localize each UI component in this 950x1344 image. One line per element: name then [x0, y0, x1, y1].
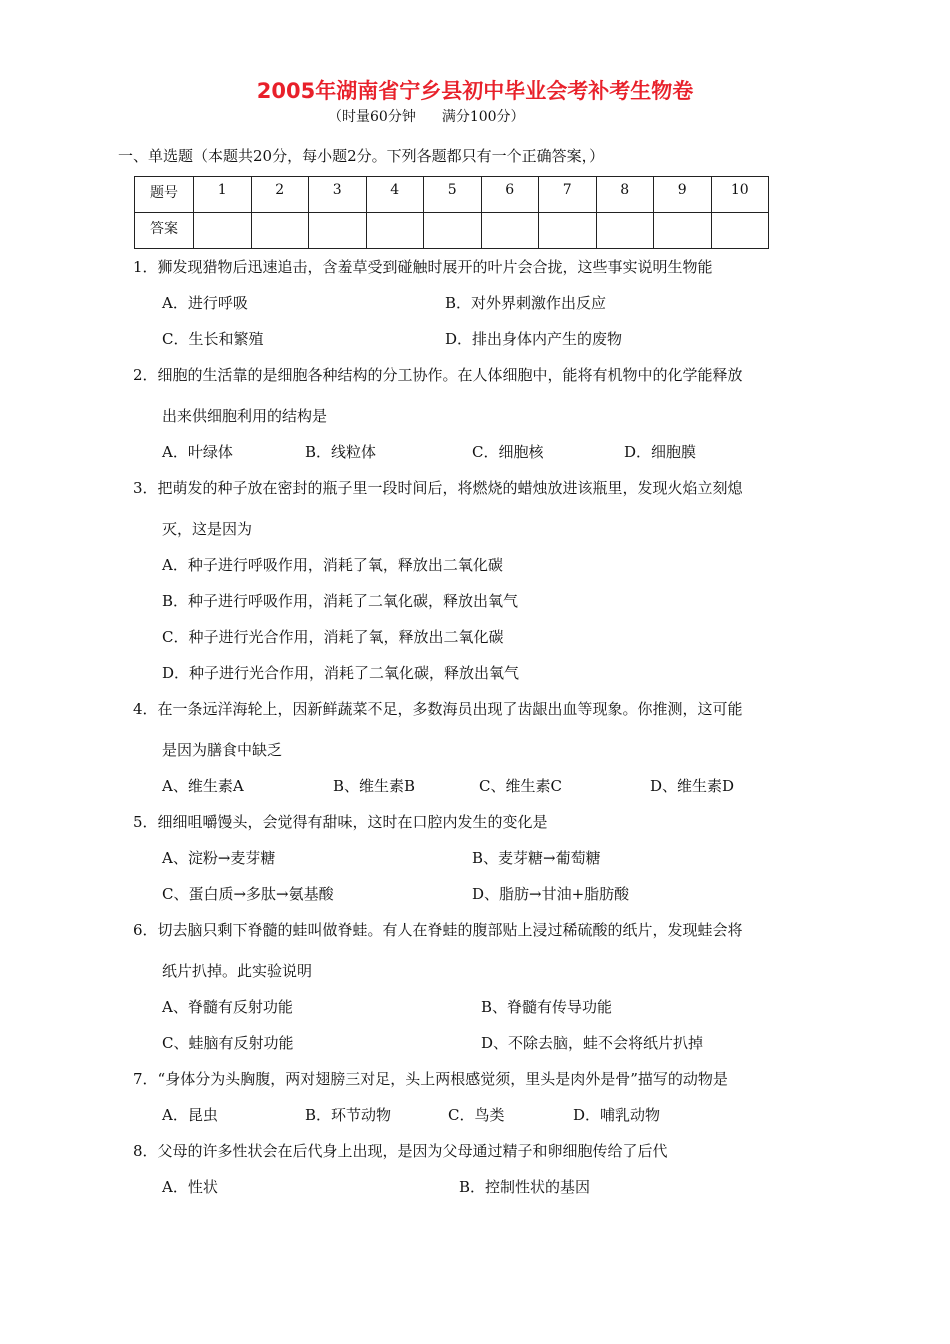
exam-score: 满分100分） — [441, 109, 525, 125]
answer-cell[interactable] — [194, 213, 252, 249]
table-row — [135, 213, 769, 249]
option: A．昆虫 — [162, 1106, 218, 1124]
answer-cell[interactable] — [366, 213, 424, 249]
answer-cell[interactable] — [539, 213, 597, 249]
answer-cell[interactable] — [251, 213, 309, 249]
answer-cell[interactable] — [481, 213, 539, 249]
option: A．种子进行呼吸作用，消耗了氧，释放出二氧化碳 — [162, 556, 503, 574]
option: C、蛙脑有反射功能 — [162, 1034, 294, 1052]
option: C．生长和繁殖 — [162, 330, 264, 348]
exam-info — [328, 107, 525, 127]
option: D．排出身体内产生的废物 — [445, 330, 623, 348]
option: B．对外界刺激作出反应 — [445, 294, 607, 312]
table-number-cell: 4 — [366, 177, 424, 213]
table-number-cell: 8 — [596, 177, 654, 213]
question-stem-cont: 出来供细胞利用的结构是 — [162, 407, 328, 425]
option: D、维生素D — [650, 777, 735, 795]
option: C．细胞核 — [472, 443, 544, 461]
answer-cell[interactable] — [424, 213, 482, 249]
question-stem-cont: 纸片扒掉。此实验说明 — [162, 962, 313, 980]
question-stem: 4．在一条远洋海轮上，因新鲜蔬菜不足，多数海员出现了齿龈出血等现象。你推测，这可能 — [133, 700, 743, 718]
option: B．线粒体 — [305, 443, 377, 461]
option: D、脂肪→甘油+脂肪酸 — [472, 885, 630, 903]
option: D．种子进行光合作用，消耗了二氧化碳，释放出氧气 — [162, 664, 520, 682]
answer-cell[interactable] — [309, 213, 367, 249]
table-number-cell: 10 — [711, 177, 769, 213]
table-row — [135, 177, 769, 213]
table-number-cell: 6 — [481, 177, 539, 213]
option: C．种子进行光合作用，消耗了氧，释放出二氧化碳 — [162, 628, 504, 646]
option: A、脊髓有反射功能 — [162, 998, 293, 1016]
option: B．种子进行呼吸作用，消耗了二氧化碳，释放出氧气 — [162, 592, 519, 610]
option: A．性状 — [162, 1178, 218, 1196]
option: A．进行呼吸 — [162, 294, 248, 312]
question-stem: 6．切去脑只剩下脊髓的蛙叫做脊蛙。有人在脊蛙的腹部贴上浸过稀硫酸的纸片，发现蛙会将 — [133, 921, 743, 939]
question-stem-cont: 是因为膳食中缺乏 — [162, 741, 283, 759]
table-number-cell: 3 — [309, 177, 367, 213]
option: B．控制性状的基因 — [459, 1178, 591, 1196]
option: B、维生素B — [333, 777, 416, 795]
table-number-cell: 2 — [251, 177, 309, 213]
table-header-cell: 题号 — [135, 177, 194, 213]
table-number-cell: 9 — [654, 177, 712, 213]
option: B、麦芽糖→葡萄糖 — [472, 849, 601, 867]
table-header-cell: 答案 — [135, 213, 194, 249]
question-stem: 7．“身体分为头胸腹，两对翅膀三对足，头上两根感觉须，里头是肉外是骨”描写的动物是 — [133, 1070, 728, 1088]
option: A．叶绿体 — [162, 443, 233, 461]
option: B、脊髓有传导功能 — [481, 998, 613, 1016]
table-number-cell: 7 — [539, 177, 597, 213]
table-number-cell: 5 — [424, 177, 482, 213]
option: D．哺乳动物 — [573, 1106, 661, 1124]
option: D．细胞膜 — [624, 443, 697, 461]
option: D、不除去脑，蛙不会将纸片扒掉 — [481, 1034, 704, 1052]
answer-cell[interactable] — [654, 213, 712, 249]
exam-time: （时量60分钟 — [328, 109, 416, 125]
answer-cell[interactable] — [596, 213, 654, 249]
answer-cell[interactable] — [711, 213, 769, 249]
question-stem: 2．细胞的生活靠的是细胞各种结构的分工协作。在人体细胞中，能将有机物中的化学能释放 — [133, 366, 743, 384]
answer-table — [134, 176, 769, 249]
option: C、蛋白质→多肽→氨基酸 — [162, 885, 334, 903]
option: A、淀粉→麦芽糖 — [162, 849, 276, 867]
option: C．鸟类 — [448, 1106, 505, 1124]
question-stem: 1．狮发现猎物后迅速追击，含羞草受到碰触时展开的叶片会合拢，这些事实说明生物能 — [133, 258, 713, 276]
table-number-cell: 1 — [194, 177, 252, 213]
option: B．环节动物 — [305, 1106, 392, 1124]
question-stem: 5．细细咀嚼馒头，会觉得有甜味，这时在口腔内发生的变化是 — [133, 813, 548, 831]
option: C、维生素C — [479, 777, 562, 795]
section-heading: 一、单选题（本题共20分，每小题2分。下列各题都只有一个正确答案，） — [118, 147, 605, 165]
option: A、维生素A — [162, 777, 244, 795]
question-stem-cont: 灭，这是因为 — [162, 520, 253, 538]
page-title: 2005年湖南省宁乡县初中毕业会考补考生物卷 — [256, 79, 694, 103]
question-stem: 8．父母的许多性状会在后代身上出现，是因为父母通过精子和卵细胞传给了后代 — [133, 1142, 668, 1160]
question-stem: 3．把萌发的种子放在密封的瓶子里一段时间后，将燃烧的蜡烛放进该瓶里，发现火焰立刻熄 — [133, 479, 743, 497]
